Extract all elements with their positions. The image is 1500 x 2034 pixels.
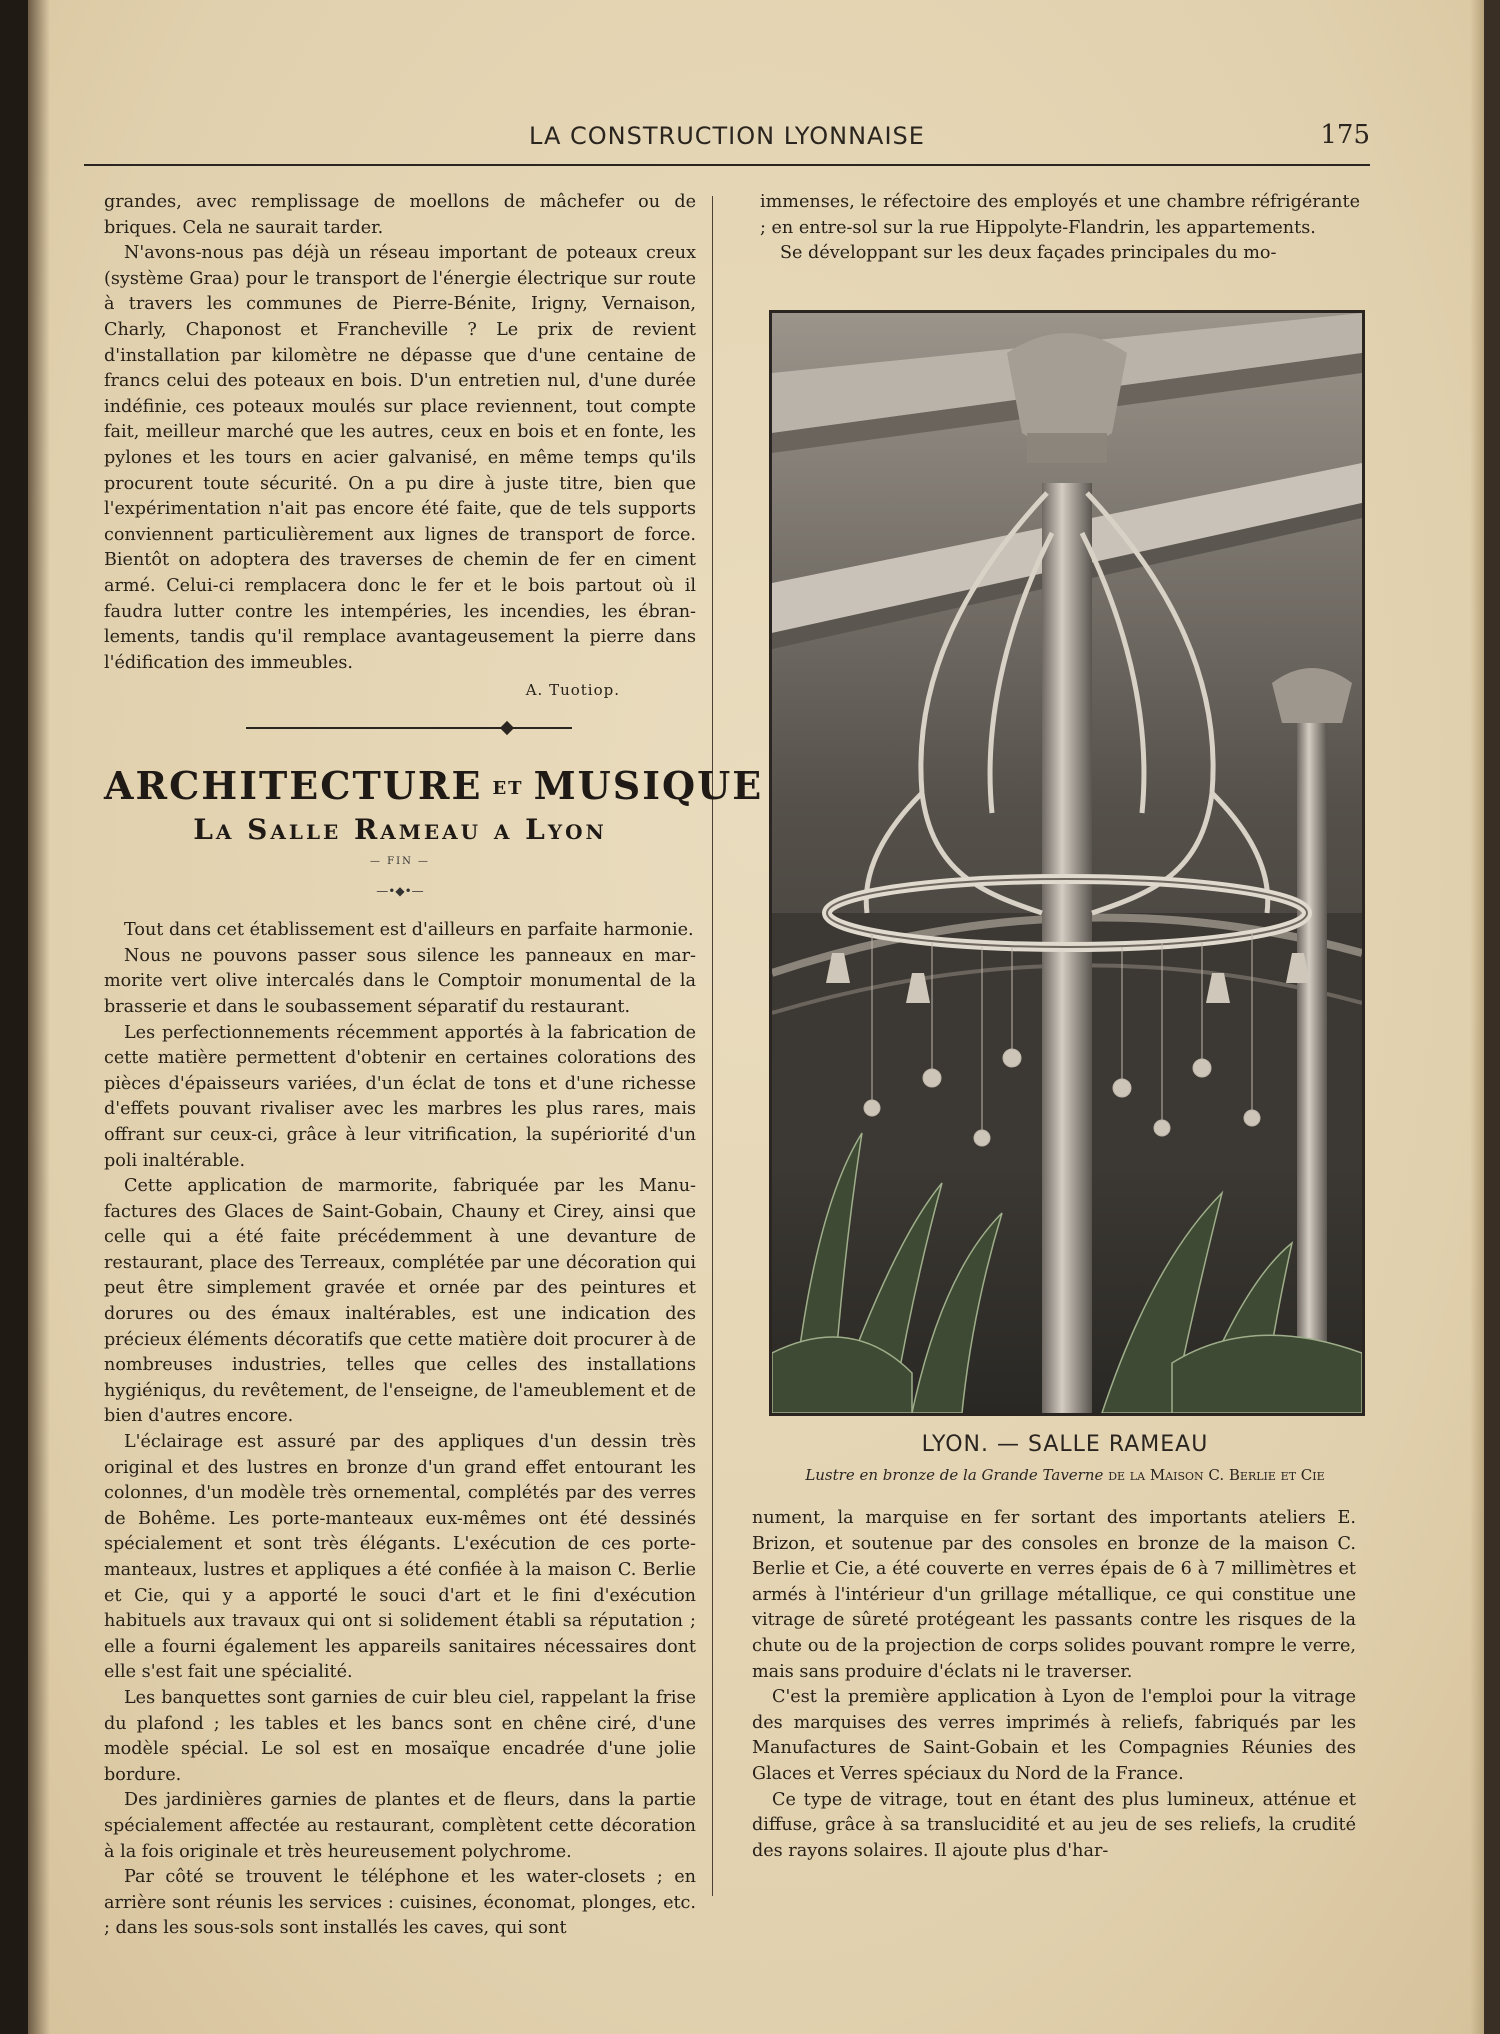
paragraph: Ce type de vitrage, tout en étant des plus lumineux, atténue et diffuse, grâce à sa translucidité et au jeu de ses reliefs, la crudité des rayons solaires. Il ajoute plus d'har- — [752, 1789, 1356, 1861]
paragraph: Les perfectionnements récemment apportés à la fabrication de cette matière permettent d'obtenir en certaines colorations des pièces d'épaisseurs variées, d'un éclat de tons et d'une richesse d'effets pouvant rivaliser avec les marbres les plus rares, mais offrant sur ceux-ci, grâce à leur vitrification, la supériorité d'un poli inaltérable. — [104, 1022, 696, 1171]
photo-caption-credit — [760, 1466, 1370, 1484]
running-header — [84, 118, 1370, 166]
photo-illustration — [772, 313, 1362, 1413]
paragraph: Nous ne pouvons passer sous silence les panneaux en marmorite vert olive intercalés dans le Comptoir monumental de la brasserie et dans le soubassement séparatif du restaurant. — [104, 945, 696, 1017]
paragraph: Se développant sur les deux façades principales du mo- — [780, 243, 1277, 264]
left-column — [104, 190, 764, 1942]
author-signature: A. Tuotiop. — [525, 681, 620, 700]
paragraph: N'avons-nous pas déjà un réseau important de poteaux creux (système Graa) pour le transport de l'énergie électrique sur route à travers les communes de Pierre-Bénite, Irigny, Vernaison, Charly, Chaponost et Francheville ? Le prix de revient d'installation par kilomètre ne dépasse que d'une centaine de francs celui des poteaux en bois. D'un entretien nul, d'une durée indéfinie, ces poteaux moulés sur place reviennent, tout compte fait, meilleur marché que les autres, ceux en bois et en fonte, les pylones et les tours en acier galvanisé, en même temps qu'ils procurent toute sécurité. On a pu dire à juste titre, bien que l'expérimentation n'ait pas encore été faite, que de tels supports conviennent particulièrement aux lignes de transport de force. Bientôt on adoptera des traverses de chemin de fer en ciment armé. Celui-ci remplacera donc le fer et le bois partout où il faudra lutter contre les intempéries, les incendies, les ébranlements, tandis qu'il remplace avantageusement la pierre dans l'édification des immeubles. — [104, 243, 696, 673]
paragraph: nument, la marquise en fer sortant des importants ateliers E. Brizon, et soutenue par des consoles en bronze de la maison C. Berlie et Cie, a été couverte en verres épais de 6 à 7 millimètres et armés à l'intérieur d'un grillage métallique, ce qui constitue une vitrage de sûreté protégeant les passants contre les risques de la chute ou de la projection de corps solides pouvant rompre le verre, mais sans produire d'éclats ni le traverser. — [752, 1508, 1356, 1682]
journal-title: LA CONSTRUCTION LYONNAISE — [529, 122, 925, 150]
section-title — [104, 762, 764, 812]
page-number: 175 — [1320, 120, 1370, 150]
paragraph: Cette application de marmorite, fabriquée par les Manufactures des Glaces de Saint-Gobain, Chauny et Cirey, ainsi que celle qui a été faite précédemment à une devanture de restaurant, place des Terreaux, complétée par une décoration qui peut être simplement gravée et ornée par des peintures et dorures ou des émaux inaltérables, est une indication des précieux éléments décoratifs que cette matière doit procurer à de nombreuses industries, telles que celles des installations hygiéniqus, du revêtement, de l'enseigne, de l'ameublement et de bien d'autres encore. — [104, 1176, 696, 1427]
book-spine — [0, 0, 28, 2034]
paragraph: Des jardinières garnies de plantes et de fleurs, dans la partie spécialement affectée au restaurant, complètent cette décoration à la fois originale et très heureusement polychrome. — [104, 1790, 696, 1862]
right-column-bottom — [752, 1506, 1356, 1864]
paragraph: L'éclairage est assuré par des appliques d'un dessin très original et des lustres en bronze d'un grand effet entourant les colonnes, d'un modèle très ornemental, complétés par des verres de Bohême. Les porte-manteaux eux-mêmes ont été dessinés spécialement et sont très élégants. L'exécution de ces porte-manteaux, lustres et appliques a été confiée à la maison C. Berlie et Cie, qui y a apporté le souci d'art et le fini d'exécution habituels aux travaux qui ont si solidement établi sa réputation ; elle a fourni également les appareils sanitaires nécessaires dont elle s'est fait une spécialité. — [104, 1432, 696, 1683]
section-title-left: ARCHITECTURE — [104, 762, 483, 808]
photo-caption-title: LYON. — SALLE RAMEAU — [921, 1432, 1209, 1457]
section-title-et: ET — [492, 778, 524, 800]
section-title-right: MUSIQUE — [533, 762, 764, 808]
paragraph: Tout dans cet établissement est d'ailleurs en parfaite harmonie. — [124, 920, 694, 941]
paragraph: immenses, le réfectoire des employés et une chambre réfrigérante ; en entre-sol sur la rue Hippolyte-Flandrin, les appartements. — [760, 192, 1360, 238]
right-column-top — [760, 190, 1360, 267]
paragraph: grandes, avec remplissage de moellons de mâchefer ou de briques. Cela ne saurait tarder. — [104, 192, 696, 238]
fin-ornament: —•◆•— — [376, 883, 424, 898]
section-divider — [104, 718, 696, 738]
caption-maison: de la Maison C. Berlie et Cie — [1108, 1466, 1325, 1484]
column-divider — [712, 196, 713, 1896]
paragraph: C'est la première application à Lyon de l'emploi pour la vitrage des marquises des verres imprimés à reliefs, fabriqués par les Manufactures de Saint-Gobain et les Compagnies Réunies des Glaces et Verres spéciaux du Nord de la France. — [752, 1687, 1356, 1784]
gutter-shadow — [28, 0, 50, 2034]
page-edge — [1470, 0, 1484, 2034]
fin-label: — FIN — — [370, 855, 430, 867]
caption-italic: Lustre en bronze de la Grande Taverne — [805, 1466, 1104, 1484]
photograph-chandelier — [769, 310, 1365, 1416]
paragraph: Les banquettes sont garnies de cuir bleu ciel, rappelant la frise du plafond ; les tables et les bancs sont en chêne ciré, d'une modèle spécial. Le sol est en mosaïque encadrée d'une jolie bordure. — [104, 1687, 696, 1785]
paragraph: Par côté se trouvent le téléphone et les water-closets ; en arrière sont réunis les services : cuisines, économat, plonges, etc. ; dans les sous-sols sont installés les caves, qui sont — [104, 1867, 696, 1939]
article-subtitle: La Salle Rameau a Lyon — [193, 813, 607, 847]
